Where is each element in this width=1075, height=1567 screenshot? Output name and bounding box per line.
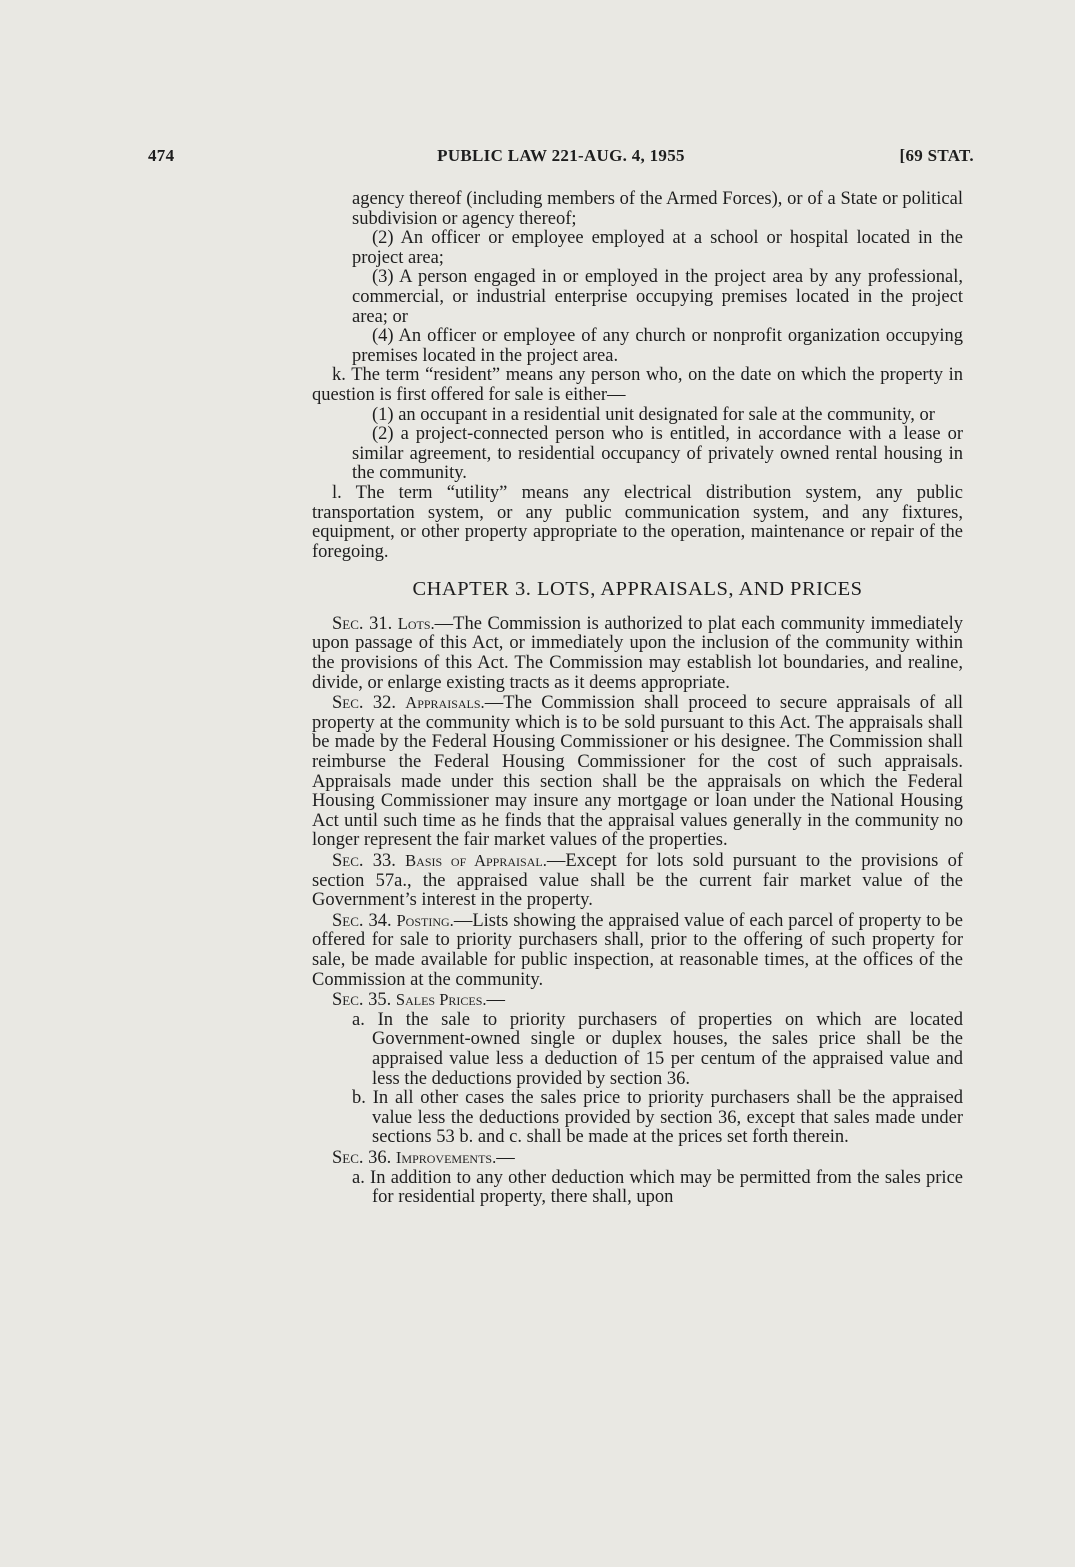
subsection-35a: a. In the sale to priority purchasers of properties on which are located Government-owned single or duplex houses, the sales price shall be the appraised value less a deduction of 15 per centum of the appraised value and less the deductions provided by section 36. bbox=[352, 1009, 963, 1089]
section-34 bbox=[312, 911, 963, 990]
paragraph: (2) a project-connected person who is entitled, in accordance with a lease or similar agreement, to residential occupancy of privately owned rental housing in the community. bbox=[352, 424, 963, 484]
section-heading: Sales Prices. bbox=[395, 990, 487, 1010]
section-36 bbox=[312, 1148, 963, 1169]
section-heading: Basis of Appraisal. bbox=[405, 851, 547, 870]
subsection-36a: a. In addition to any other deduction which may be permitted from the sales price for residential property, there shall, upon bbox=[352, 1167, 963, 1208]
section-label: Sec. 35. bbox=[332, 990, 392, 1011]
section-label: Sec. 33. bbox=[332, 851, 396, 871]
chapter-heading: CHAPTER 3. LOTS, APPRAISALS, AND PRICES bbox=[412, 578, 863, 601]
paragraph: (3) A person engaged in or employed in the project area by any professional, commercial, or industrial enterprise occupying premises located in the project area; or bbox=[352, 267, 963, 327]
page-header bbox=[148, 146, 974, 168]
section-31 bbox=[312, 614, 963, 693]
section-text: — bbox=[486, 990, 506, 1011]
paragraph: agency thereof (including members of the Armed Forces), or of a State or political subdivision or agency thereof; bbox=[352, 189, 963, 229]
page-body bbox=[312, 190, 963, 1208]
page-number: 474 bbox=[148, 146, 175, 165]
section-label: Sec. 32. bbox=[332, 693, 396, 714]
paragraph: (2) An officer or employee employed at a school or hospital located in the project area; bbox=[352, 228, 963, 268]
paragraph: (4) An officer or employee of any church or nonprofit organization occupying premises located in the project area. bbox=[352, 326, 963, 366]
section-text: — bbox=[496, 1147, 515, 1168]
paragraph: l. The term “utility” means any electrical distribution system, any public transportation system, or any public communication system, and any fixtures, equipment, or other property appropriate to the operation, maintenance or repair of the foregoing. bbox=[312, 482, 963, 562]
section-heading: Appraisals. bbox=[405, 693, 485, 713]
section-text: —Except for lots sold pursuant to the provisions of section 57a., the appraised value shall be the current fair market value of the Government’s interest in the property. bbox=[312, 851, 964, 911]
section-32 bbox=[312, 693, 963, 851]
section-text: —The Commission shall proceed to secure appraisals of all property at the community which is to be sold pursuant to this Act. The appraisals shall be made by the Federal Housing Commissioner or his designee. The Commission shall reimburse the Federal Housing Commissioner for the cost of such appraisals. Appraisals made under this section shall be the appraisals on which the Federal Housing Commissioner may insure any mortgage or loan under the National Housing Act until such time as he finds that the appraisal values generally in the community no longer represent the fair market values of the properties. bbox=[312, 693, 963, 851]
section-33 bbox=[312, 851, 963, 911]
statute-reference: [69 STAT. bbox=[899, 146, 974, 165]
section-text: —The Commission is authorized to plat each community immediately upon passage of this Act, or immediately upon the inclusion of the community within the provisions of this Act. The Commission may establish lot boundaries, and realine, divide, or enlarge existing tracts as it deems appropriate. bbox=[312, 613, 964, 693]
section-text: —Lists showing the appraised value of each parcel of property to be offered for sale to priority purchasers shall, prior to the offering of such property for sale, be made available for public inspection, at reasonable times, at the offices of the Commission at the community. bbox=[312, 910, 964, 990]
running-title: PUBLIC LAW 221-AUG. 4, 1955 bbox=[437, 146, 685, 165]
section-label: Sec. 34. bbox=[332, 910, 392, 931]
section-label: Sec. 36. bbox=[332, 1147, 392, 1168]
paragraph: k. The term “resident” means any person who, on the date on which the property in question is first offered for sale is either— bbox=[312, 365, 963, 405]
section-label: Sec. 31. bbox=[332, 613, 393, 634]
section-heading: Posting. bbox=[396, 910, 454, 930]
section-heading: Lots. bbox=[397, 613, 435, 633]
section-heading: Improvements. bbox=[395, 1147, 497, 1167]
paragraph: (1) an occupant in a residential unit designated for sale at the community, or bbox=[372, 404, 935, 425]
subsection-35b: b. In all other cases the sales price to priority purchasers shall be the appraised value less the deductions provided by section 36, except that sales made under sections 53 b. and c. shall be made at the prices set forth therein. bbox=[352, 1088, 963, 1148]
section-35 bbox=[312, 990, 963, 1011]
